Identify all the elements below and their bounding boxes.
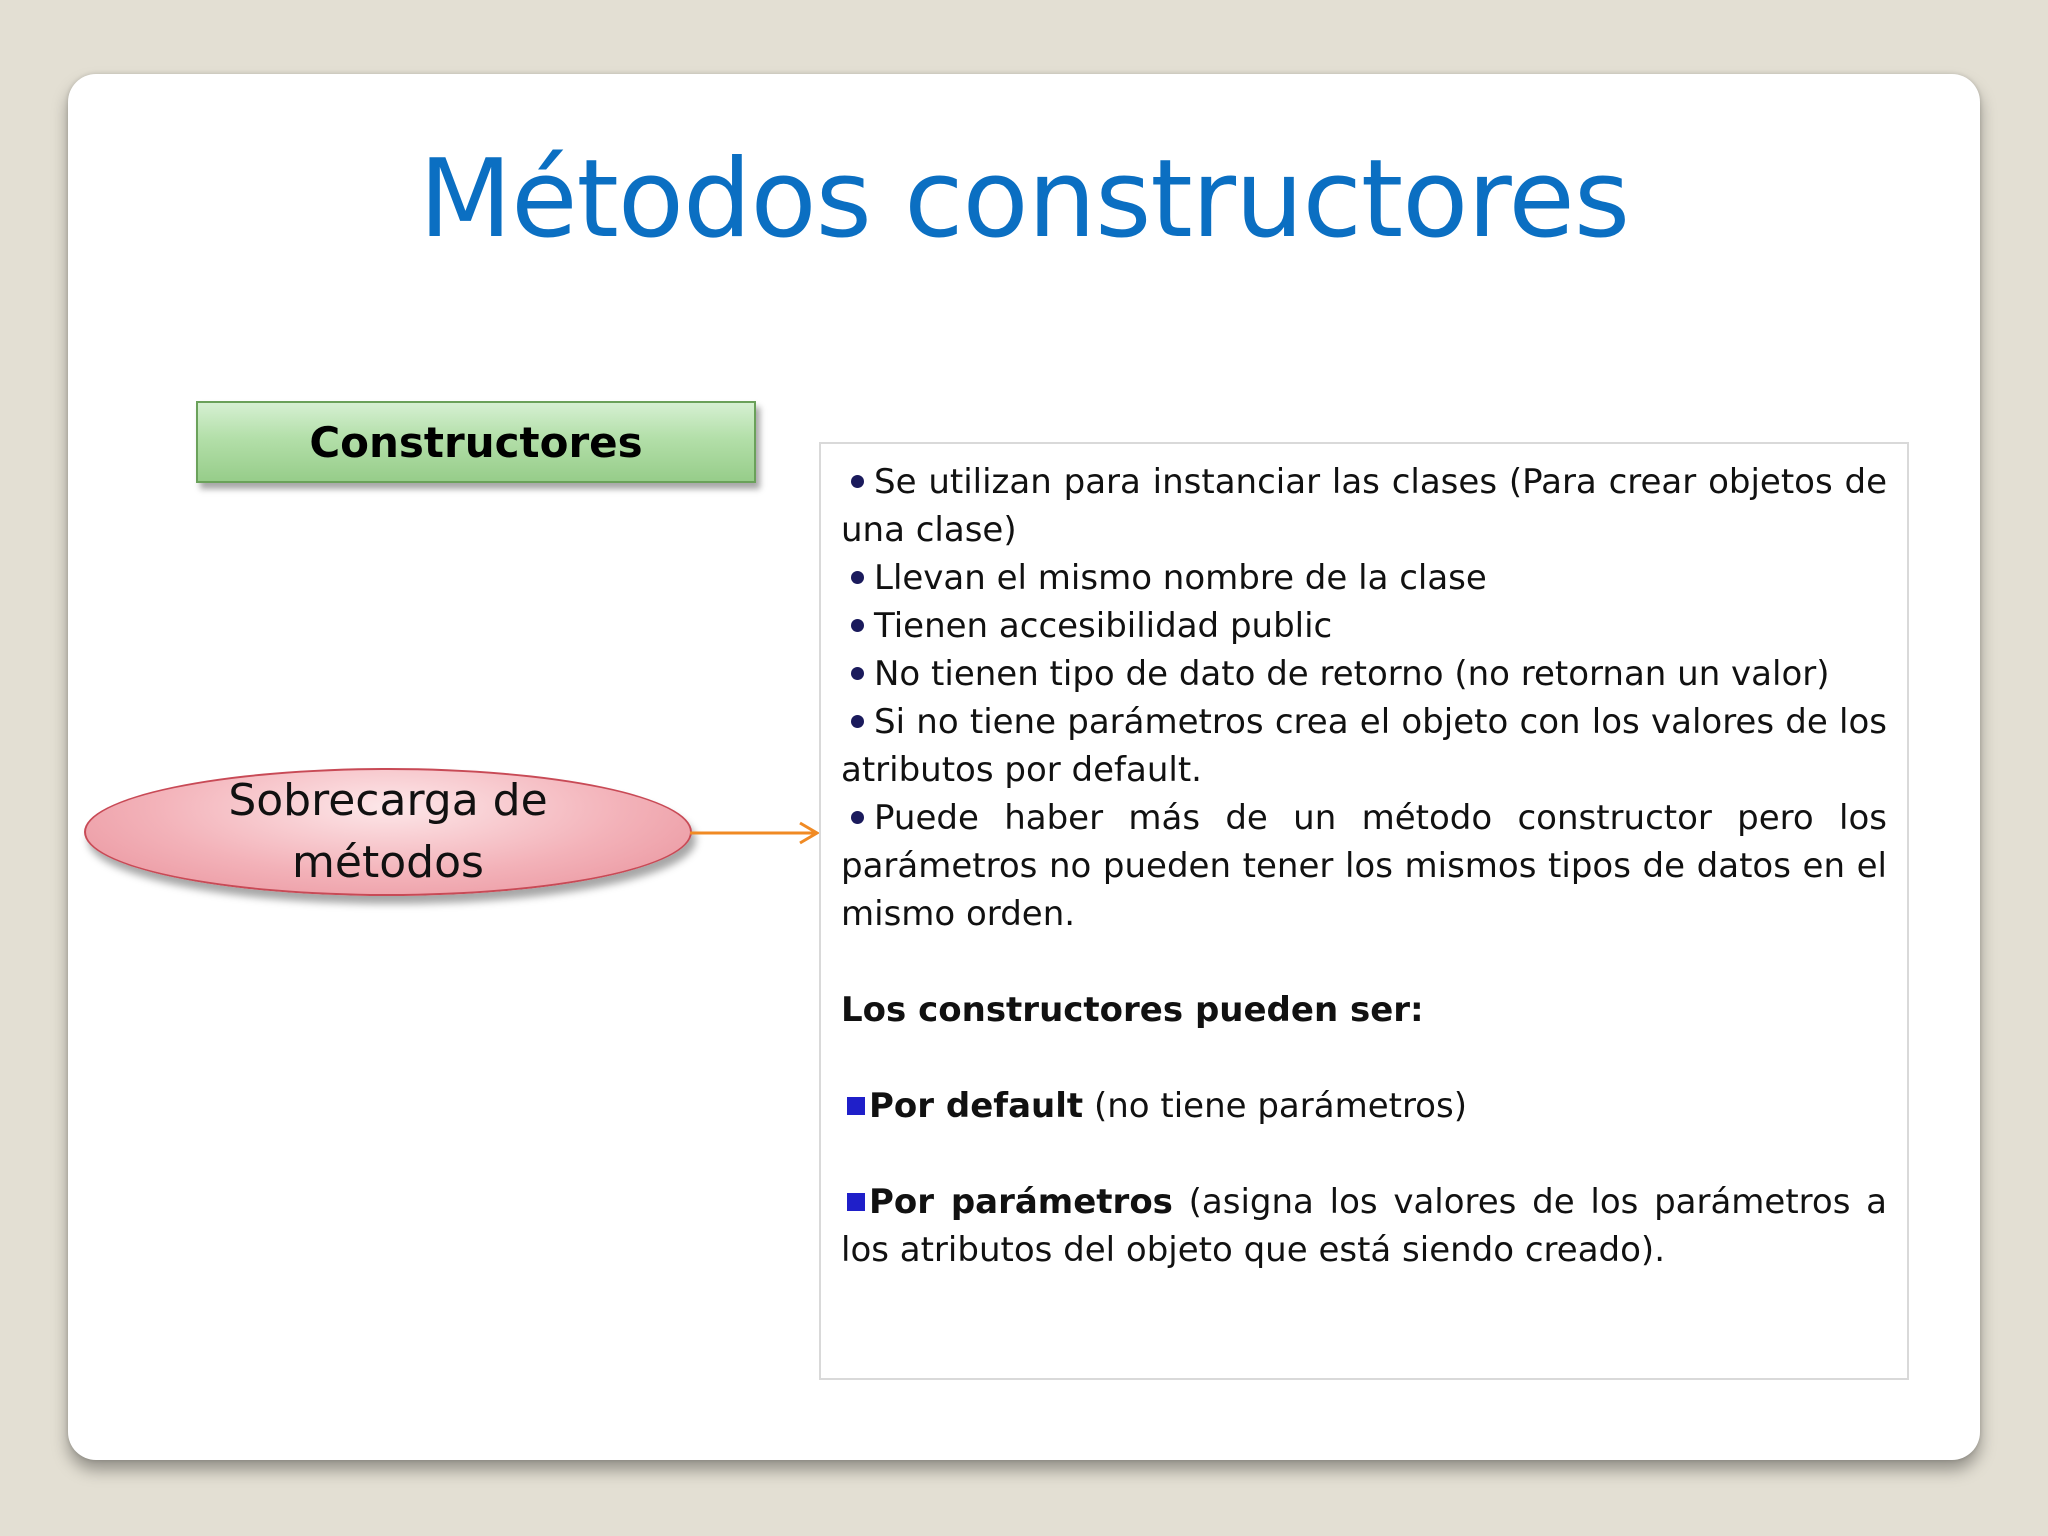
square-bullet-icon [847, 1097, 865, 1115]
type-item: Por default (no tiene parámetros) [841, 1082, 1887, 1130]
bullet-dot-icon [851, 715, 864, 728]
spacer [841, 938, 1887, 986]
constructor-details-box [819, 442, 1909, 1380]
sobrecarga-label-line1: Sobrecarga de [228, 775, 548, 826]
slide-title: Métodos constructores [418, 137, 1630, 262]
square-bullet-icon [847, 1193, 865, 1211]
bullet-item: Se utilizan para instanciar las clases (Para crear objetos de una clase) [841, 462, 1887, 550]
bullet-dot-icon [851, 667, 864, 680]
bullet-item: Puede haber más de un método constructor pero los parámetros no pueden tener los mismos tipos de datos en el mismo orden. [841, 798, 1887, 934]
bullet-item: Si no tiene parámetros crea el objeto con los valores de los atributos por default. [841, 702, 1887, 790]
types-heading: Los constructores pueden ser: [841, 990, 1424, 1030]
bullet-dot-icon [851, 619, 864, 632]
spacer [841, 1130, 1887, 1178]
spacer [841, 1034, 1887, 1082]
bullet-dot-icon [851, 475, 864, 488]
sobrecarga-label-line2: métodos [292, 837, 484, 888]
sobrecarga-label [84, 770, 692, 894]
bullet-item: No tienen tipo de dato de retorno (no retornan un valor) [841, 650, 1887, 698]
arrow-connector [690, 818, 820, 848]
bullet-dot-icon [851, 571, 864, 584]
constructores-box: Constructores [196, 401, 756, 483]
type-item: Por parámetros (asigna los valores de los parámetros a los atributos del objeto que está siendo creado). [841, 1182, 1887, 1270]
bullet-item: Llevan el mismo nombre de la clase [841, 554, 1887, 602]
bullet-dot-icon [851, 811, 864, 824]
bullet-item: Tienen accesibilidad public [841, 602, 1887, 650]
